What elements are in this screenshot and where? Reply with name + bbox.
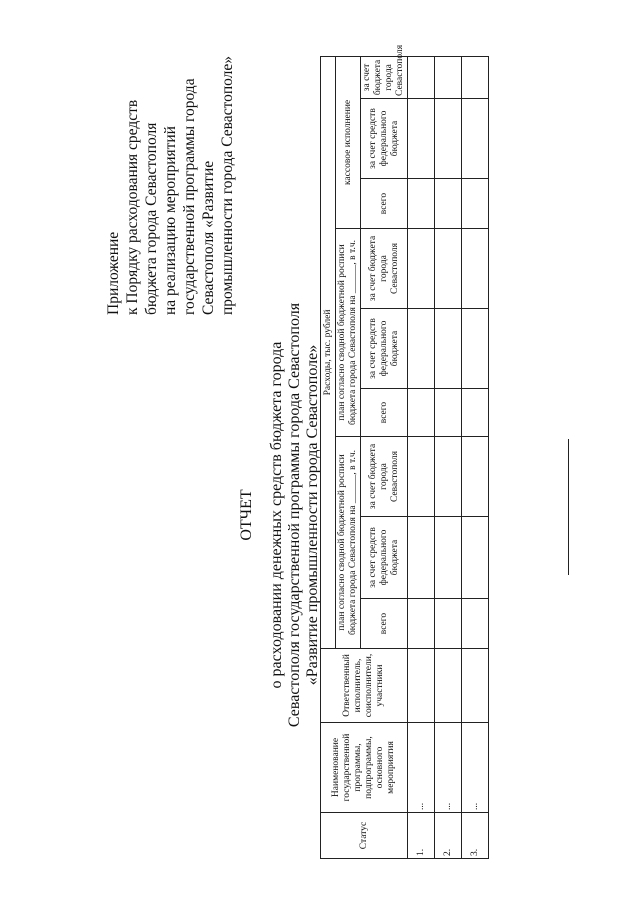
row-number: 3. [462,813,489,859]
appendix-line: к Порядку расходования средств [124,99,141,315]
table-cell [462,309,489,389]
signature-line [568,439,569,575]
table-cell [435,309,462,389]
table-cell [462,56,489,98]
table-cell [462,599,489,649]
report-subtitle-line: Севастополя государственной программы города Севастополя [286,302,303,728]
appendix-line: Приложение [105,231,122,315]
table-cell [435,99,462,179]
header-total: всего [361,389,408,437]
table-cell [462,179,489,229]
header-responsible: Ответственный исполнитель, соисполнители, участники [321,649,408,723]
header-name: Наименование государственной программы, подпрограммы, основного мероприятия [321,723,408,813]
header-cash-execution: кассовое исполнение [336,56,361,228]
expense-report-table [320,44,489,859]
header-city: за счет бюджета города Севастополя [361,437,408,517]
report-subtitle-line: «Развитие промышленности города Севастополе» [304,344,321,686]
row-name: ... [462,723,489,813]
report-title-block [238,285,322,745]
header-city: за счет бюджета города Севастополя [361,56,408,98]
row-name: ... [435,723,462,813]
header-federal: за счет средств федерального бюджета [361,517,408,599]
row-name: ... [408,723,435,813]
table-cell [435,437,462,517]
report-subtitle-line: о расходовании денежных средств бюджета города [268,341,285,689]
table-cell [408,309,435,389]
table-cell [462,437,489,517]
table-cell [462,649,489,723]
table-cell [408,649,435,723]
header-total: всего [361,179,408,229]
table-cell [408,437,435,517]
table-cell [408,389,435,437]
header-expenses: Расходы, тыс. рублей [321,56,336,648]
row-number: 1. [408,813,435,859]
header-federal: за счет средств федерального бюджета [361,309,408,389]
table-row [435,56,462,858]
header-total: всего [361,599,408,649]
table-cell [408,599,435,649]
appendix-line: государственной программы города [181,78,198,315]
row-number: 2. [435,813,462,859]
table-cell [435,649,462,723]
table-cell [435,599,462,649]
table-cell [435,517,462,599]
header-city: за счет бюджета города Севастополя [361,229,408,309]
appendix-header [104,39,237,315]
table-cell [435,229,462,309]
table-cell [462,389,489,437]
appendix-line: Севастополя «Развитие [200,160,217,315]
appendix-line: бюджета города Севастополя [143,122,160,315]
table-cell [462,517,489,599]
header-plan-1: план согласно сводной бюджетной росписи бюджета города Севастополя на ______, в т.ч. [336,437,361,649]
table-cell [462,99,489,179]
header-status: Статус [321,813,408,859]
table-cell [408,229,435,309]
table-cell [408,99,435,179]
table-cell [462,229,489,309]
header-federal: за счет средств федерального бюджета [361,99,408,179]
header-plan-2: план согласно сводной бюджетной росписи бюджета города Севастополя на ______, в т.ч. [336,229,361,437]
table-cell [435,179,462,229]
appendix-line: на реализацию мероприятий [162,126,179,315]
table-cell [408,56,435,98]
appendix-line: промышленности города Севастополе» [219,55,236,315]
table-cell [435,389,462,437]
table-row [408,56,435,858]
report-title: ОТЧЕТ [238,489,255,541]
table-cell [408,179,435,229]
table-cell [408,517,435,599]
table-row [462,56,489,858]
table-cell [435,56,462,98]
